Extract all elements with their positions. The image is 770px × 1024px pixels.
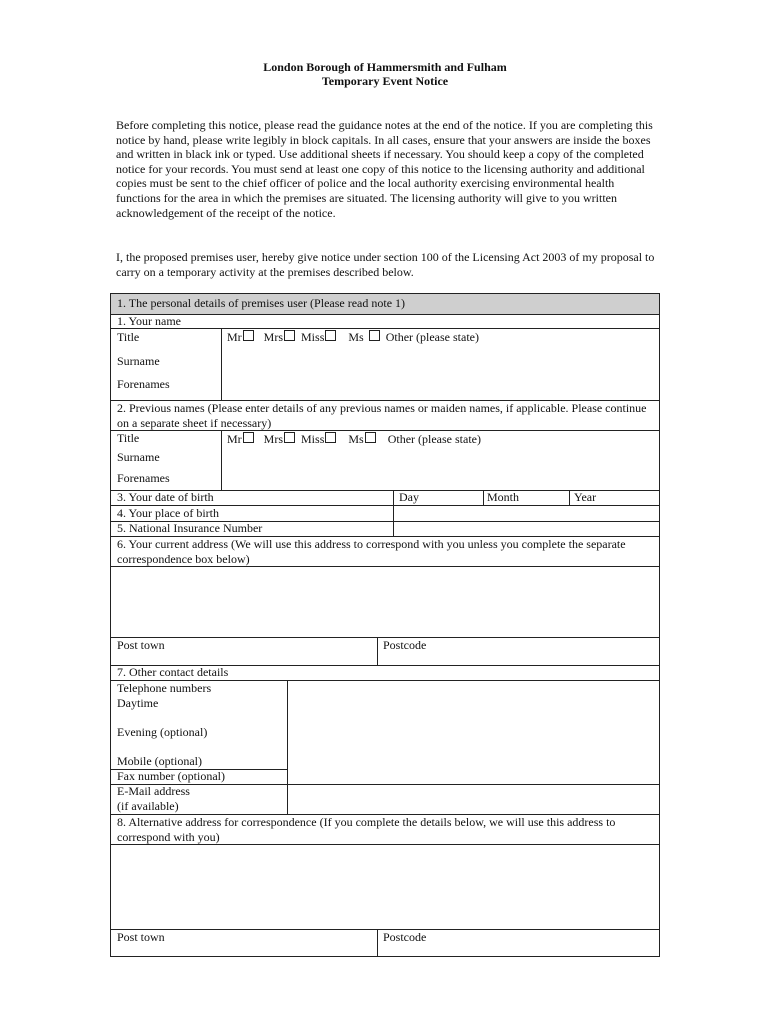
q2-forenames-label: Forenames (117, 471, 170, 485)
q8-post-town-label: Post town (117, 930, 165, 944)
q8-postcode-label: Postcode (383, 930, 427, 944)
q7-evening-label: Evening (optional) (117, 725, 208, 739)
q1-mrs-checkbox[interactable] (284, 330, 295, 341)
organisation-name: London Borough of Hammersmith and Fulham (263, 60, 507, 74)
q3-year-label: Year (574, 490, 597, 504)
q1-mrs-label: Mrs (263, 330, 284, 344)
q1-surname-label: Surname (117, 354, 160, 368)
section-heading: 1. The personal details of premises user (Please read note 1) (117, 296, 406, 310)
q2-surname-label: Surname (117, 450, 160, 464)
q1-other-label: Other (please state) (385, 330, 479, 344)
q5-label: 5. National Insurance Number (117, 521, 263, 535)
q2-title-options (227, 432, 481, 447)
q1-mr-checkbox[interactable] (243, 330, 254, 341)
personal-details-form (110, 293, 660, 957)
q2-miss-label: Miss (301, 432, 325, 446)
q7-label: 7. Other contact details (117, 665, 229, 679)
q3-day-label: Day (399, 490, 419, 504)
declaration-paragraph: I, the proposed premises user, hereby give notice under section 100 of the Licensing Act 2003 of my proposal to carry on a temporary activity at the premises described below. (116, 250, 655, 279)
q2-mrs-label: Mrs (263, 432, 284, 446)
q7-email-label: E-Mail address (117, 784, 190, 798)
q3-month-label: Month (487, 490, 520, 504)
q7-daytime-label: Daytime (117, 696, 159, 710)
q3-label: 3. Your date of birth (117, 490, 214, 504)
q1-title-label: Title (117, 330, 140, 344)
q2-title-label: Title (117, 431, 140, 445)
q2-mr-label: Mr (227, 432, 242, 446)
q7-telephone-label: Telephone numbers (117, 681, 212, 695)
form-title: Temporary Event Notice (321, 74, 449, 88)
q1-forenames-label: Forenames (117, 377, 170, 391)
q6-post-town-label: Post town (117, 638, 165, 652)
q1-ms-checkbox[interactable] (369, 330, 380, 341)
q1-miss-label: Miss (301, 330, 325, 344)
q2-mrs-checkbox[interactable] (284, 432, 295, 443)
q2-miss-checkbox[interactable] (325, 432, 336, 443)
q7-fax-label: Fax number (optional) (117, 769, 225, 783)
q6-label: 6. Your current address (We will use this address to correspond with you unless you complete the separate correspondence box below) (117, 537, 626, 566)
intro-paragraph: Before completing this notice, please read the guidance notes at the end of the notice. If you are completing this notice by hand, please write legibly in block capitals. In all cases, ensure that your answers are inside the boxes and written in black ink or typed. Use additional sheets if necessary. You should keep a copy of the completed notice for your records. You must send at least one copy of this notice to the licensing authority and additional copies must be sent to the chief officer of police and the local authority exercising environmental health functions for the area in which the premises are situated. The licensing authority will give to you written acknowledgement of the receipt of the notice. (116, 118, 653, 220)
q2-mr-checkbox[interactable] (243, 432, 254, 443)
q7-email-note: (if available) (117, 799, 179, 813)
q4-label: 4. Your place of birth (117, 506, 219, 520)
q7-mobile-label: Mobile (optional) (117, 754, 202, 768)
q2-ms-label: Ms (348, 432, 364, 446)
q1-mr-label: Mr (227, 330, 242, 344)
q2-other-label: Other (please state) (387, 432, 481, 446)
q8-label: 8. Alternative address for correspondence (If you complete the details below, we will use this address to correspond with you) (117, 815, 616, 844)
q6-postcode-label: Postcode (383, 638, 427, 652)
q1-label: 1. Your name (117, 314, 182, 328)
q2-label: 2. Previous names (Please enter details of any previous names or maiden names, if applicable. Please continue on a separate sheet if necessary) (117, 401, 647, 430)
q1-ms-label: Ms (348, 330, 364, 344)
q1-title-options (227, 330, 479, 345)
q2-ms-checkbox[interactable] (365, 432, 376, 443)
q1-miss-checkbox[interactable] (325, 330, 336, 341)
